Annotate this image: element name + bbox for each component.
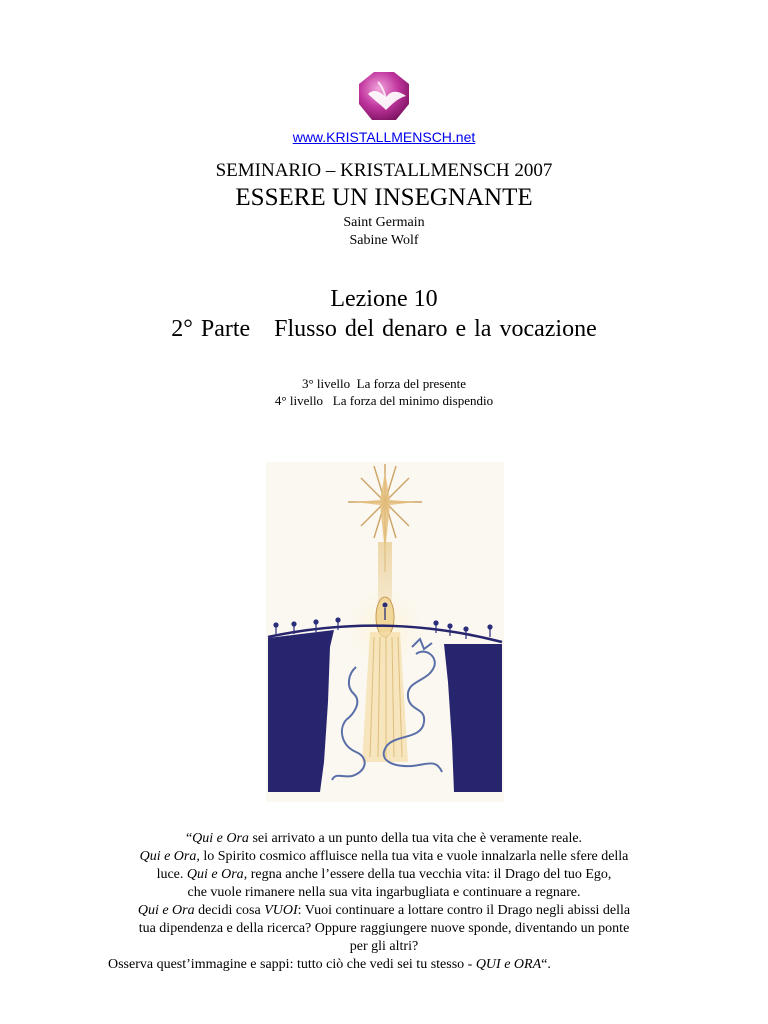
- level-line: 4° livello La forza del minimo dispendio: [274, 393, 494, 408]
- lesson-number: Lezione 10: [330, 286, 438, 312]
- quote-block: [100, 830, 668, 974]
- quote-line: Osserva quest’immagine e sappi: tutto ciò che vedi sei tu stesso - QUI e ORA“.: [108, 957, 551, 972]
- bridge-dragon-star-illustration-icon: [266, 462, 504, 802]
- quote-line: Qui e Ora, lo Spirito cosmico affluisce nella tua vita e vuole innalzarla nelle sfere della: [139, 849, 629, 864]
- quote-line: per gli altri?: [349, 939, 419, 954]
- quote-line: luce. Qui e Ora, regna anche l’essere della tua vecchia vita: il Drago del tuo Ego,: [156, 867, 612, 882]
- crystal-heart-logo-icon: [356, 70, 412, 122]
- level-line: 3° livello La forza del presente: [301, 376, 467, 391]
- quote-line: “Qui e Ora sei arrivato a un punto della tua vita che è veramente reale.: [185, 831, 583, 846]
- quote-line: Qui e Ora decidi cosa VUOI: Vuoi continuare a lottare contro il Drago negli abissi della: [137, 903, 631, 918]
- quote-line: che vuole rimanere nella sua vita ingarbugliata e continuare a regnare.: [187, 885, 581, 900]
- page-title: ESSERE UN INSEGNANTE: [235, 184, 533, 211]
- seminar-heading: SEMINARIO – KRISTALLMENSCH 2007: [215, 160, 553, 181]
- quote-line: tua dipendenza e della ricerca? Oppure raggiungere nuove sponde, diventando un ponte: [138, 921, 630, 936]
- author-name: Sabine Wolf: [349, 233, 419, 248]
- author-name: Saint Germain: [343, 215, 425, 230]
- lesson-part-title: 2° Parte Flusso del denaro e la vocazione: [171, 316, 597, 342]
- website-link[interactable]: www.KRISTALLMENSCH.net: [292, 129, 476, 145]
